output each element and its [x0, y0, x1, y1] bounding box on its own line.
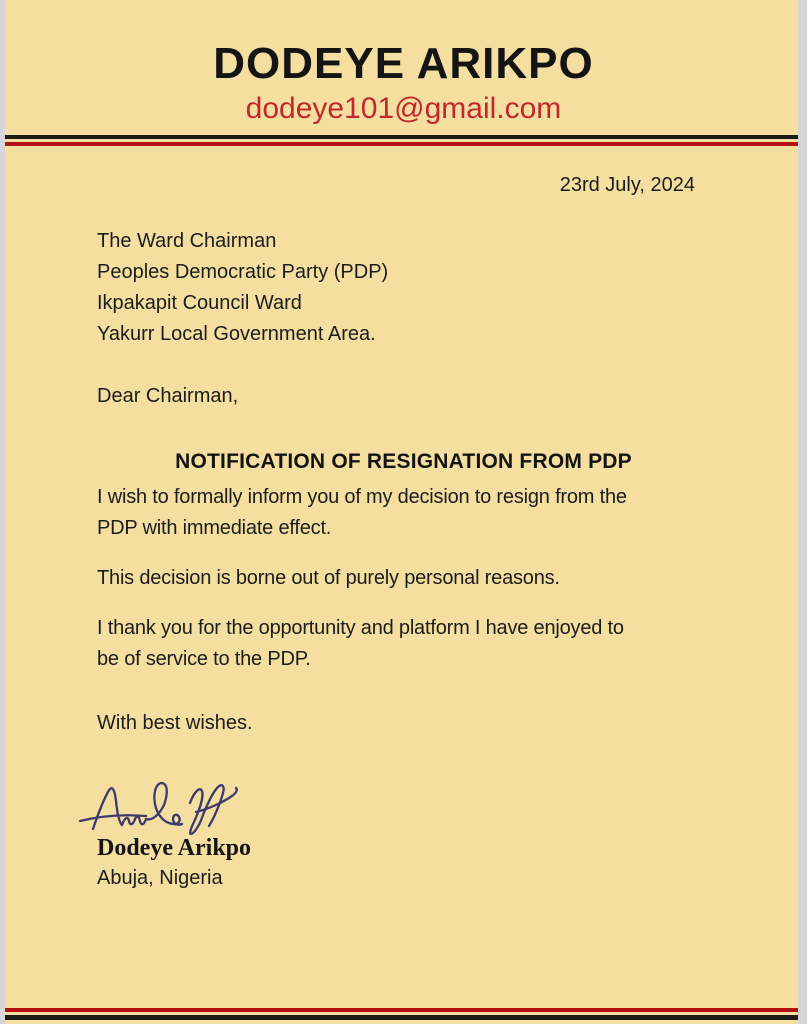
recipient-line: Ikpakapit Council Ward — [97, 292, 302, 315]
body-paragraph — [97, 563, 727, 594]
header-rule-red — [0, 142, 807, 146]
footer-rule-black — [0, 1015, 807, 1020]
recipient-line: Peoples Democratic Party (PDP) — [97, 261, 389, 284]
letterhead-email: dodeye101@gmail.com — [245, 92, 562, 126]
recipient-line: The Ward Chairman — [97, 230, 277, 253]
letter-date: 23rd July, 2024 — [559, 174, 695, 197]
handwritten-signature-icon — [78, 781, 258, 839]
body-paragraph — [97, 613, 727, 675]
signer-location: Abuja, Nigeria — [97, 867, 223, 890]
closing-line: With best wishes. — [97, 712, 253, 735]
header-rule — [0, 135, 807, 146]
body-paragraph — [97, 482, 727, 544]
letterhead-name: DODEYE ARIKPO — [213, 39, 594, 88]
recipient-line: Yakurr Local Government Area. — [97, 323, 376, 346]
paragraph-line: This decision is borne out of purely personal reasons. — [97, 567, 560, 590]
paragraph-line: I wish to formally inform you of my decision to resign from the — [97, 486, 627, 509]
letter-body — [97, 482, 727, 675]
paragraph-line: I thank you for the opportunity and platform I have enjoyed to — [97, 617, 624, 640]
footer-rule-red — [0, 1008, 807, 1012]
signature-block — [78, 781, 807, 839]
page-edge-left — [0, 0, 5, 1024]
paragraph-line: PDP with immediate effect. — [97, 517, 332, 540]
salutation: Dear Chairman, — [97, 385, 239, 408]
page-edge-right — [798, 0, 807, 1024]
subject-line: NOTIFICATION OF RESIGNATION FROM PDP — [175, 450, 632, 474]
paragraph-line: be of service to the PDP. — [97, 648, 311, 671]
recipient-block — [97, 226, 807, 350]
signer-name: Dodeye Arikpo — [97, 835, 252, 862]
letterhead — [0, 0, 807, 125]
